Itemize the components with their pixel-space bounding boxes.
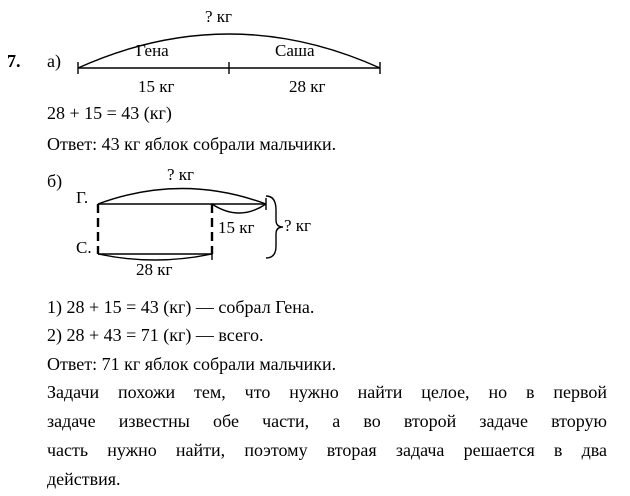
- conclusion-line-1: Задачи похожи тем, что нужно найти целое, но в первой: [47, 382, 607, 402]
- part-a-value-2: 28 кг: [289, 77, 326, 96]
- part-a-name-2: Саша: [275, 41, 315, 60]
- part-b-row-2-label: С.: [76, 238, 92, 257]
- part-b-step-2: 2) 28 + 43 = 71 (кг) — всего.: [47, 325, 264, 345]
- conclusion-line-4: действия.: [47, 469, 121, 489]
- part-b-answer: Ответ: 71 кг яблок собрали мальчики.: [47, 354, 337, 374]
- part-a-label: а): [47, 51, 61, 71]
- part-a-name-1: Гена: [136, 41, 169, 60]
- difference-arc: [212, 204, 266, 213]
- part-a-total-label: ? кг: [205, 7, 233, 26]
- conclusion-line-3: часть нужно найти, поэтому вторая задача решается в два: [47, 440, 607, 460]
- part-a-value-1: 15 кг: [138, 77, 175, 96]
- part-b-bottom-label: 28 кг: [136, 260, 173, 279]
- problem-number: 7.: [7, 51, 21, 71]
- part-b-total-label: ? кг: [284, 216, 312, 235]
- part-b-row-1-label: Г.: [76, 188, 89, 207]
- part-a-solution: 28 + 15 = 43 (кг): [47, 103, 172, 123]
- part-b-label: б): [47, 171, 63, 191]
- conclusion-line-2: задаче известны обе части, а во второй задаче вторую: [47, 411, 607, 431]
- total-brace: [266, 196, 283, 258]
- part-a-answer: Ответ: 43 кг яблок собрали мальчики.: [47, 134, 337, 154]
- part-b-step-1: 1) 28 + 15 = 43 (кг) — собрал Гена.: [47, 297, 315, 317]
- part-b-difference-label: 15 кг: [218, 218, 255, 237]
- part-b-top-label: ? кг: [167, 165, 195, 184]
- top-arc-b: [98, 189, 266, 205]
